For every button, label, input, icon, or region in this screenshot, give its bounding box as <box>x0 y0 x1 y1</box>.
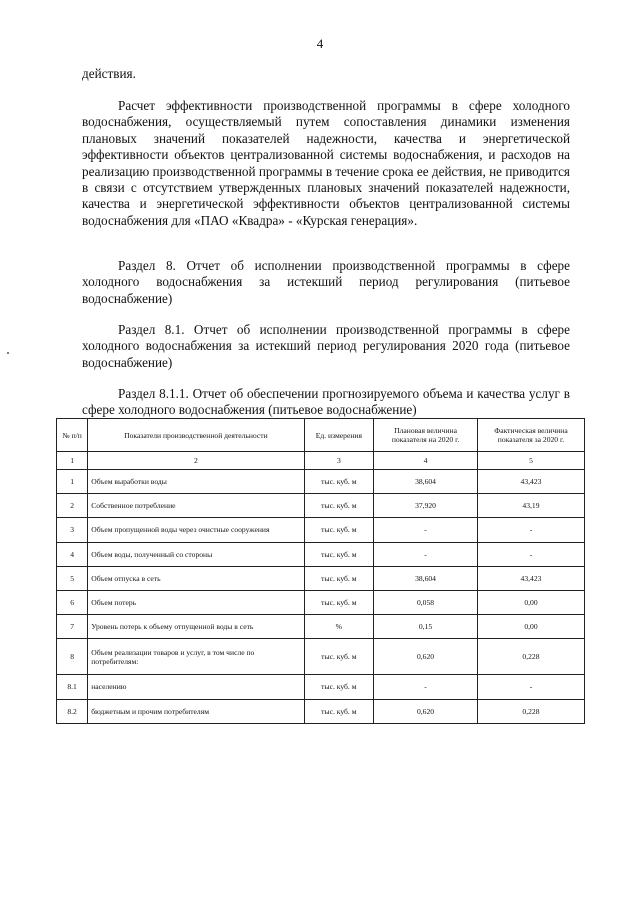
header-cell: Ед. измерения <box>304 419 374 452</box>
actual-value: - <box>477 675 584 699</box>
planned-value: 0,620 <box>374 699 478 723</box>
table-header-row <box>57 419 585 452</box>
header-cell: № п/п <box>57 419 88 452</box>
table-row <box>57 590 585 614</box>
unit: тыс. куб. м <box>304 566 374 590</box>
planned-value: 38,604 <box>374 566 478 590</box>
table-row <box>57 542 585 566</box>
row-number: 4 <box>57 542 88 566</box>
column-number: 5 <box>477 452 584 470</box>
planned-value: - <box>374 542 478 566</box>
indicator-name: Объем потерь <box>88 590 304 614</box>
indicator-name: Уровень потерь к объему отпущенной воды в сеть <box>88 615 304 639</box>
unit: тыс. куб. м <box>304 699 374 723</box>
report-table <box>56 418 585 724</box>
table-row <box>57 675 585 699</box>
actual-value: - <box>477 542 584 566</box>
unit: тыс. куб. м <box>304 675 374 699</box>
planned-value: - <box>374 518 478 542</box>
row-number: 3 <box>57 518 88 542</box>
planned-value: - <box>374 675 478 699</box>
actual-value: 0,228 <box>477 699 584 723</box>
actual-value: 43,19 <box>477 494 584 518</box>
row-number: 8.1 <box>57 675 88 699</box>
unit: тыс. куб. м <box>304 639 374 675</box>
column-number-row <box>57 452 585 470</box>
scan-speck <box>7 352 9 354</box>
row-number: 7 <box>57 615 88 639</box>
unit: тыс. куб. м <box>304 590 374 614</box>
paragraph-continuation: действия. <box>82 66 136 81</box>
page-number: 4 <box>316 36 324 51</box>
header-cell: Плановая величина показателя на 2020 г. <box>374 419 478 452</box>
unit: тыс. куб. м <box>304 518 374 542</box>
row-number: 5 <box>57 566 88 590</box>
table-row <box>57 639 585 675</box>
unit: % <box>304 615 374 639</box>
planned-value: 0,620 <box>374 639 478 675</box>
table-row <box>57 494 585 518</box>
indicator-name: бюджетным и прочим потребителям <box>88 699 304 723</box>
actual-value: 0,00 <box>477 615 584 639</box>
row-number: 1 <box>57 470 88 494</box>
section-8-heading: Раздел 8. Отчет об исполнении производственной программы в сфере холодного водоснабжения за истекший период регулирования (питьевое водоснабжение) <box>82 258 570 306</box>
unit: тыс. куб. м <box>304 470 374 494</box>
table-row <box>57 699 585 723</box>
row-number: 6 <box>57 590 88 614</box>
indicator-name: Объем пропущенной воды через очистные сооружения <box>88 518 304 542</box>
indicator-name: Объем выработки воды <box>88 470 304 494</box>
planned-value: 38,604 <box>374 470 478 494</box>
actual-value: 43,423 <box>477 470 584 494</box>
row-number: 2 <box>57 494 88 518</box>
table-row <box>57 470 585 494</box>
row-number: 8.2 <box>57 699 88 723</box>
header-cell: Фактическая величина показателя за 2020 г. <box>477 419 584 452</box>
paragraph-efficiency-calculation: Расчет эффективности производственной программы в сфере холодного водоснабжения, осуществляемый путем сопоставления динамики изменения плановых значений показателей надежности, качества и энергетической эффективности объектов централизованной системы водоснабжения, и расходов на реализацию производственной программы в течение срока ее действия, не приводится в связи с отсутствием утвержденных плановых значений показателей надежности, качества и энергетической эффективности объектов централизованной системы водоснабжения для «ПАО «Квадра» - «Курская генерация». <box>82 98 570 228</box>
planned-value: 0,058 <box>374 590 478 614</box>
unit: тыс. куб. м <box>304 494 374 518</box>
indicator-name: населению <box>88 675 304 699</box>
column-number: 1 <box>57 452 88 470</box>
section-8-1-1-heading: Раздел 8.1.1. Отчет об обеспечении прогнозируемого объема и качества услуг в сфере холодного водоснабжения (питьевое водоснабжение) <box>82 386 570 418</box>
header-cell: Показатели производственной деятельности <box>88 419 304 452</box>
column-number: 3 <box>304 452 374 470</box>
planned-value: 0,15 <box>374 615 478 639</box>
indicator-name: Объем отпуска в сеть <box>88 566 304 590</box>
actual-value: 0,00 <box>477 590 584 614</box>
table-row <box>57 566 585 590</box>
column-number: 2 <box>88 452 304 470</box>
table-row <box>57 615 585 639</box>
planned-value: 37,920 <box>374 494 478 518</box>
table-row <box>57 518 585 542</box>
unit: тыс. куб. м <box>304 542 374 566</box>
indicator-name: Объем воды, полученный со стороны <box>88 542 304 566</box>
indicator-name: Объем реализации товаров и услуг, в том числе по потребителям: <box>88 639 304 675</box>
actual-value: 43,423 <box>477 566 584 590</box>
row-number: 8 <box>57 639 88 675</box>
section-8-1-heading: Раздел 8.1. Отчет об исполнении производственной программы в сфере холодного водоснабжения за истекший период регулирования 2020 года (питьевое водоснабжение) <box>82 322 570 370</box>
indicator-name: Собственное потребление <box>88 494 304 518</box>
column-number: 4 <box>374 452 478 470</box>
actual-value: 0,228 <box>477 639 584 675</box>
actual-value: - <box>477 518 584 542</box>
